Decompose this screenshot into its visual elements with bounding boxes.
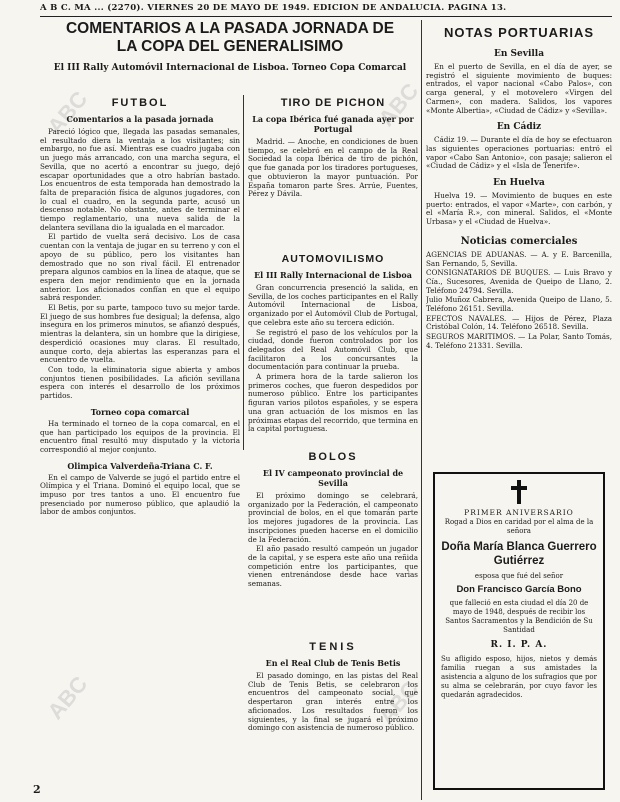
subheadline: El III Rally Automóvil Internacional de Lisboa. Torneo Copa Comarcal [53,63,407,73]
paragraph: El partido de vuelta será decisivo. Los de casa cuentan con la ventaja de jugar en su terreno y con el apoyo de su público, pero los visitantes han demostrado que no son rival fácil. El entrenador prepara algunos cambios en la línea de ataque, que se espera den mejor rendimiento que en la jornada anterior. Los aficionados confían en que el equipo sabrá responder. [40,232,240,303]
article-title: Torneo copa comarcal [90,406,190,417]
obituary-line: PRIMER ANIVERSARIO [464,508,574,517]
paragraph: Madrid. — Anoche, en condiciones de buen tiempo, se celebró en el campo de la Real Sociedad la copa Ibérica de tiro de pichón, que fue ganada por los tiradores portugueses, que obtuvieron la mayor puntuación. Por España tomaron parte Sres. Arrúe, Fuentes, Pérez y Dávila. [248,137,418,199]
obituary-box [433,472,605,790]
tenis-column [248,640,418,790]
page-header: A B C. MA ... (2270). VIERNES 20 DE MAYO DE 1949. EDICION DE ANDALUCIA. PAGINA 13. [40,3,507,13]
obituary-line: que falleció en esta ciudad el día 20 de mayo de 1948, después de recibir los Santos Sacramentos y la Bendición de Su Santidad [445,599,593,634]
obituary-line: Su afligido esposo, hijos, nietos y demás familia ruegan a sus amistades la asistencia a alguno de los sufragios que por su alma se celebrarán, por cuyo favor les quedarán agradecidos. [441,655,597,699]
article-title: El III Rally Internacional de Lisboa [254,270,412,280]
paragraph: A primera hora de la tarde salieron los primeros coches, que fueron despedidos por numeroso público. Entre los participantes figuran varios pilotos españoles, y se espera una gran actuación de los mismos en las próximas etapas del recorrido, que termina en la capital portuguesa. [248,372,418,434]
headline: LA COPA DEL GENERALISIMO [116,38,344,55]
tiro-column [248,96,418,236]
article-title: En Cádiz [496,122,542,133]
obituary-line: esposa que fué del señor [474,572,564,580]
article-title: Comentarios a la pasada jornada [66,114,214,124]
section-heading: TENIS [309,641,357,653]
notas-column [426,24,612,469]
headline: COMENTARIOS A LA PASADA JORNADA DE [65,20,395,37]
column-divider [421,20,422,800]
paragraph: SEGUROS MARITIMOS. — La Polar, Santo Tomás, 4. Teléfono 21331. Sevilla. [426,332,612,350]
main-headline-block [40,20,420,92]
paragraph: Huelva 19. — Movimiento de buques en este puerto: entrados, el vapor «Marte», con carbón, y el «María R.», con mineral. Salidos, el «Monte Urbasa» y el «Ciudad de Huelva». [426,191,612,227]
article-title: El IV campeonato provincial de Sevilla [262,468,404,488]
section-heading: BOLOS [308,451,358,463]
article-title: En Huelva [493,178,545,189]
bolos-column [248,450,418,625]
paragraph: Julio Muñoz Cabrera, Avenida Queipo de Llano, 5. Teléfono 26151. Sevilla. [426,295,612,314]
paragraph: El Betis, por su parte, tampoco tuvo su mejor tarde. El juego de sus hombres fue desigual; la defensa, algo insegura en los primeros minutos, se afianzó después, mientras la delantera, sin un hombre que la dirigiese, desperdició ocasiones muy claras. El resultado, aunque corto, deja abiertas las esperanzas para el encuentro de vuelta. [40,303,240,365]
deceased-name: Doña María Blanca Guerrero Gutiérrez [441,541,597,567]
section-heading: TIRO DE PICHON [280,97,386,109]
section-heading: AUTOMOVILISMO [281,253,385,265]
article-title: Noticias comerciales [460,235,578,247]
article-title: En Sevilla [493,49,545,59]
paragraph: En el campo de Valverde se jugó el partido entre el Olímpica y el Triana. Dominó el equipo local, que se impuso por tres tantos a uno. El encuentro fue presenciado por numeroso público, que aplaudió la labor de ambos conjuntos. [40,472,240,517]
obituary-line: Rogad a Dios en caridad por el alma de la señora [444,518,594,535]
paragraph: AGENCIAS DE ADUANAS. — A. y E. Barcenilla, San Fernando, 5, Sevilla. [426,249,612,268]
cross-icon [510,480,528,504]
watermark: ABC [42,671,93,724]
paragraph: EFECTOS NAVALES. — Hijos de Pérez, Plaza Cristóbal Colón, 14. Teléfono 26518. Sevilla. [426,313,612,332]
paragraph: Gran concurrencia presenció la salida, en Sevilla, de los coches participantes en el Rally Automóvil Internacional de Lisboa, organizado por el Automóvil Club de Portugal, que celebra este año su tercera edición. [248,283,418,327]
section-heading: FUTBOL [111,97,169,109]
paragraph: En el puerto de Sevilla, en el día de ayer, se registró el siguiente movimiento de buques: entrados, el vapor nacional «Cabo Palos», con carga general, y el motovelero «Virgen del Carmen», con madera. Salidos, los vapores «Monte Albertia», «Ciudad de Cádiz» y «Sevilla». [426,62,612,115]
article-title: Olimpica Valverdeña-Triana C. F. [67,460,213,471]
paragraph: Pareció lógico que, llegada las pasadas semanales, el resultado diera la ventaja a los visitantes; sin embargo, no fue así. Mientras ese cuadro jugaba con un juego más arrancado, con una marcha segura, el Sevilla, que no acertó a encontrar su juego, dejó escapar oportunidades que a otro habrían bastado. Los encuentros de esta temporada han demostrado la falta de preparación física de algunos jugadores, con lo cual el cuadro, en la segunda parte, acusó un descenso notable. No obstante, antes de terminar el tiempo reglamentario, una nueva salida de la delantera sevillana dio la igualada en el marcador. [40,127,240,232]
paragraph: El año pasado resultó campeón un jugador de la capital, y se espera este año una reñida competición entre los participantes, que vienen entrenándose desde hace varias semanas. [248,544,418,589]
spouse-name: Don Francisco García Bono [456,584,582,595]
paragraph: Se registró el paso de los vehículos por la ciudad, donde fueron controlados por los delegados del Real Automóvil Club, que facilitaron a los concursantes la documentación para continuar la prueba. [248,327,418,372]
watermark: ABC [373,78,424,131]
article-title: La copa Ibérica fué ganada ayer por Portugal [252,114,414,134]
paragraph: Cádiz 19. — Durante el día de hoy se efectuaron las siguientes operaciones portuarias: entró el vapor «Cabo San Antonio», con pasaje; salieron el «Ciudad de Cádiz» y el «Isla de Tenerife». [426,135,612,171]
column-divider [243,95,244,450]
paragraph: El próximo domingo se celebrará, organizado por la Federación, el campeonato provincial de bolos, en el que tomarán parte los mejores jugadores de la provincia. Las inscripciones pueden hacerse en el domicilio de la Federación. [248,491,418,544]
watermark: ABC [42,86,93,139]
article-title: En el Real Club de Tenis Betis [265,658,401,668]
header-rule [40,16,612,17]
paragraph: El pasado domingo, en las pistas del Real Club de Tenis Betis, se celebraron los encuentros del campeonato social, que despertaron gran interés entre los aficionados. Los resultados fueron los siguientes, y la final se jugará el próximo domingo con asistencia de numeroso público. [248,671,418,733]
page-mark: 2 [33,783,41,796]
automovilismo-column [248,252,418,447]
paragraph: Ha terminado el torneo de la copa comarcal, en el que han participado los equipos de la provincia. El encuentro final resultó muy disputado y la victoria correspondió al mejor conjunto. [40,418,240,454]
paragraph: CONSIGNATARIOS DE BUQUES. — Luis Bravo y Cía., Sucesores, Avenida de Queipo de Llano, 2. Teléfono 24794. Sevilla. [426,268,612,295]
rip-line: R. I. P. A. [490,640,548,650]
masthead: NOTAS PORTUARIAS [443,25,595,40]
watermark: ABC [373,676,424,729]
futbol-column [40,96,240,786]
paragraph: Con todo, la eliminatoria sigue abierta y ambos conjuntos tienen posibilidades. La afición sevillana espera con interés el desarrollo de los próximos partidos. [40,364,240,401]
